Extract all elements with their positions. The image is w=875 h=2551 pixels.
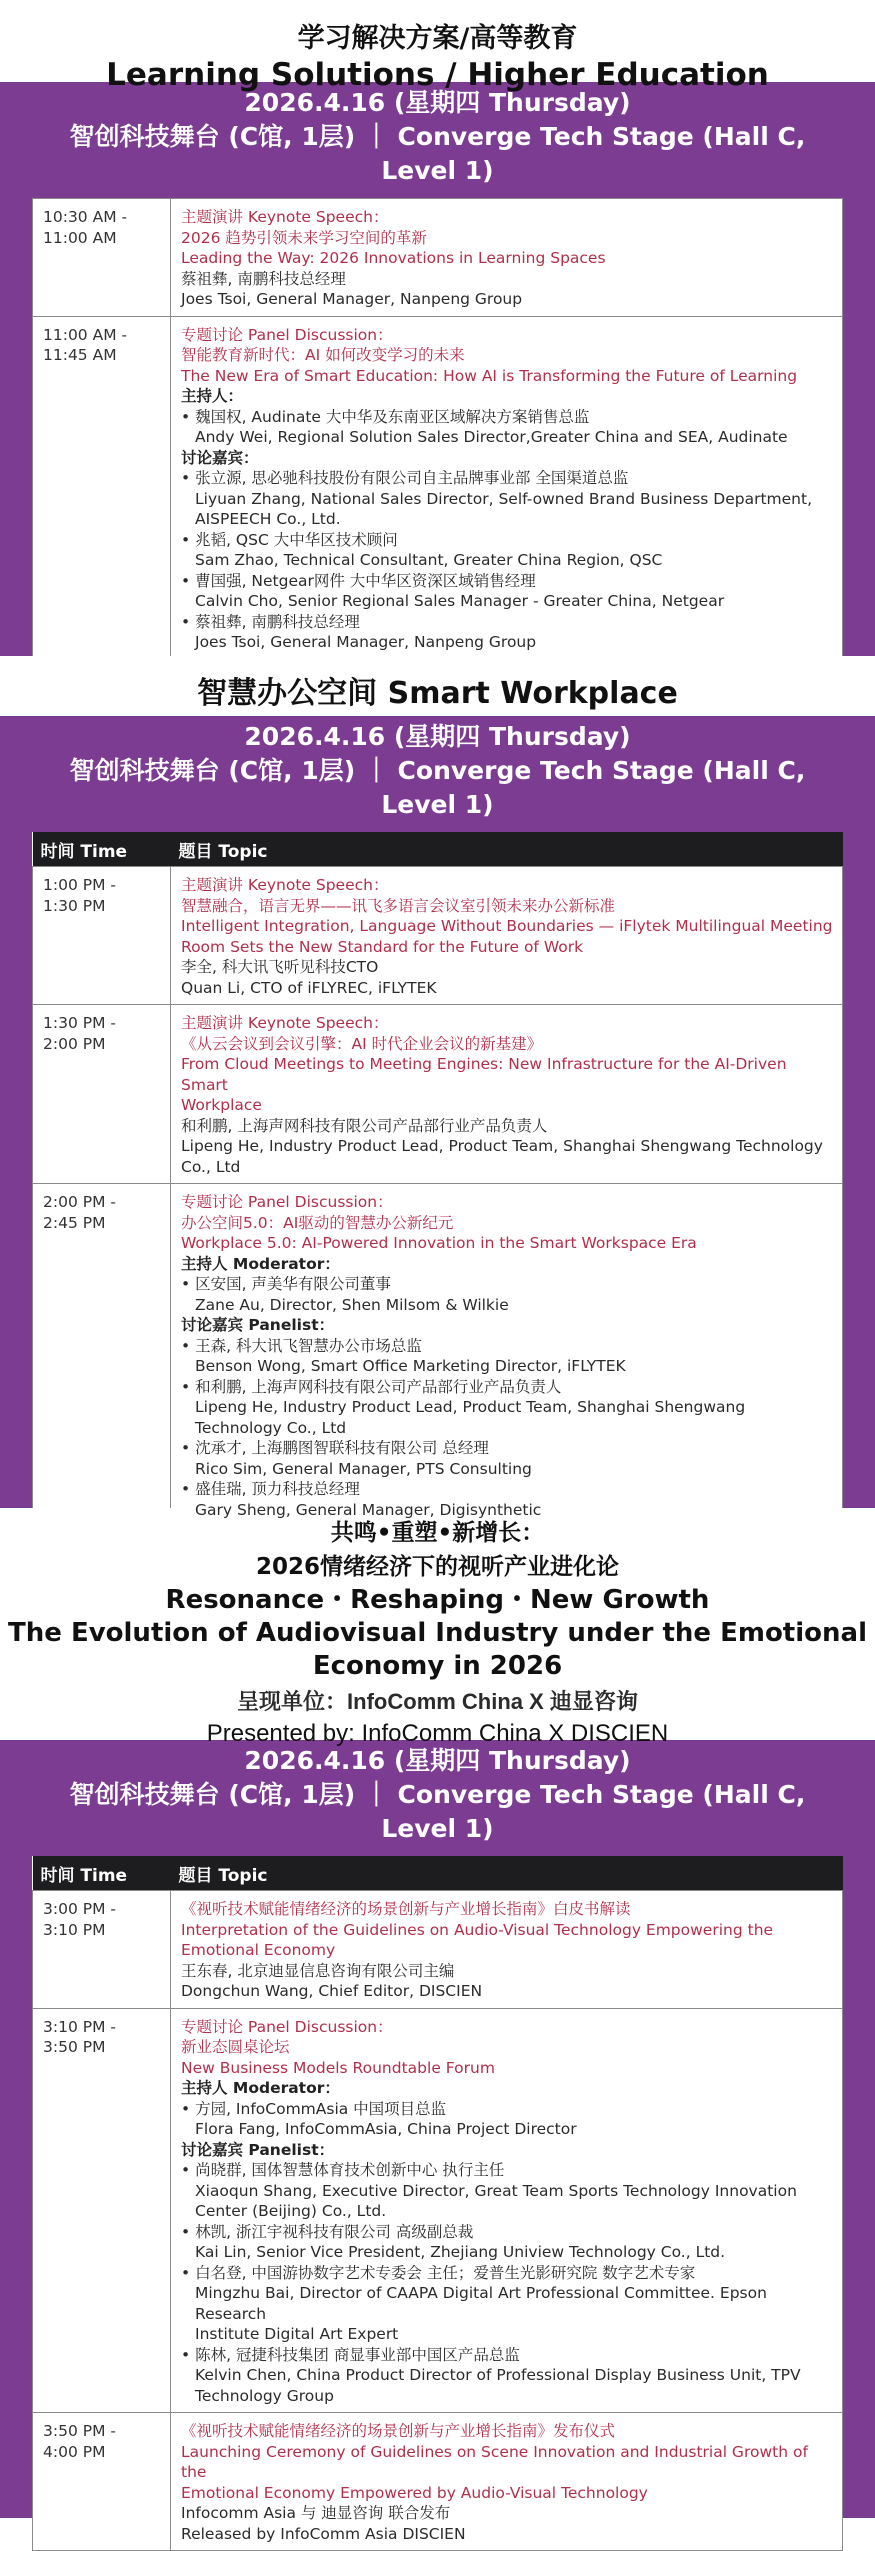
section1-title — [0, 0, 875, 93]
section3-title-en1: Resonance・Reshaping・New Growth — [165, 1585, 710, 1615]
session-text-line: 专题讨论 Panel Discussion： — [181, 2017, 393, 2036]
section2-band — [0, 716, 875, 1519]
session-time — [33, 1891, 171, 2009]
session-text-line: 主题演讲 Keynote Speech： — [181, 876, 389, 894]
session-text-line: Center (Beijing) Co., Ltd. — [195, 2202, 387, 2220]
section3-schedule-table — [32, 1856, 843, 2551]
session-time-line: 2:45 PM — [43, 1213, 106, 1232]
session-text-line: Leading the Way: 2026 Innovations in Learning Spaces — [181, 249, 606, 267]
section3-date: 2026.4.16 (星期四 Thursday) — [244, 1746, 631, 1775]
session-text-line: 主持人 Moderator： — [181, 2079, 340, 2097]
session-text-line: AISPEECH Co., Ltd. — [195, 510, 341, 528]
session-text-line: 2026 趋势引领未来学习空间的革新 — [181, 228, 427, 247]
session-text-line: Kai Lin, Senior Vice President, Zhejiang Uniview Technology Co., Ltd. — [195, 2243, 726, 2261]
section3-title-zh2: 2026情绪经济下的视听产业进化论 — [255, 1554, 619, 1580]
session-text-line: 讨论嘉宾： — [181, 448, 259, 467]
session-time — [33, 199, 171, 317]
section1-title-zh: 学习解决方案/高等教育 — [297, 23, 578, 54]
session-text-line: New Business Models Roundtable Forum — [181, 2058, 495, 2077]
session-text-line: • 兆韬, QSC 大中华区技术顾问 — [181, 530, 398, 549]
session-text-line: • 尚晓群, 国体智慧体育技术创新中心 执行主任 — [181, 2161, 505, 2179]
section3-col-topic: 题目 Topic — [171, 1856, 843, 1891]
session-time — [33, 1184, 171, 1527]
session-topic — [171, 2413, 843, 2551]
section2-schedule-table — [32, 832, 843, 1527]
session-text-line: 专题讨论 Panel Discussion： — [181, 1193, 393, 1211]
session-time-line: 4:00 PM — [43, 2442, 106, 2461]
session-text-line: Liyuan Zhang, National Sales Director, Self-owned Brand Business Department, — [195, 489, 813, 508]
session-text-line: Emotional Economy — [181, 1941, 336, 1959]
session-time — [33, 2008, 171, 2413]
session-time-line: 1:00 PM - — [43, 876, 116, 894]
session-text-line: • 张立源, 思必驰科技股份有限公司自主品牌事业部 全国渠道总监 — [181, 469, 629, 487]
section2-venue: 智创科技舞台 (C馆, 1层) ｜ Converge Tech Stage (Hall C, Level 1) — [69, 756, 806, 819]
session-text-line: • 曹国强, Netgear网件 大中华区资深区域销售经理 — [181, 571, 536, 590]
session-time-line: 2:00 PM — [43, 1034, 106, 1053]
session-text-line: Andy Wei, Regional Solution Sales Director,Greater China and SEA, Audinate — [195, 428, 788, 446]
session-text-line: Technology Group — [195, 2386, 334, 2405]
session-time — [33, 1005, 171, 1184]
session-text-line: 李全, 科大讯飞听见科技CTO — [181, 958, 379, 976]
session-text-line: 讨论嘉宾 Panelist： — [181, 1316, 335, 1334]
session-text-line: • 陈林, 冠捷科技集团 商显事业部中国区产品总监 — [181, 2345, 520, 2364]
session-time-line: 3:50 PM — [43, 2038, 106, 2056]
session-time-line: 11:45 AM — [43, 346, 117, 364]
session-text-line: Joes Tsoi, General Manager, Nanpeng Group — [181, 290, 523, 308]
session-text-line: Emotional Economy Empowered by Audio-Visual Technology — [181, 2483, 648, 2502]
table-row — [33, 1184, 843, 1527]
session-time-line: 1:30 PM — [43, 896, 106, 915]
session-text-line: 办公空间5.0：AI驱动的智慧办公新纪元 — [181, 1213, 454, 1232]
session-text-line: 《视听技术赋能情绪经济的场景创新与产业增长指南》白皮书解读 — [181, 1900, 631, 1918]
session-topic — [171, 2008, 843, 2413]
session-time-line: 3:10 PM - — [43, 2017, 116, 2036]
section2-title: 智慧办公空间 Smart Workplace — [0, 656, 875, 716]
section3-venue: 智创科技舞台 (C馆, 1层) ｜ Converge Tech Stage (Hall C, Level 1) — [69, 1780, 806, 1843]
session-text-line: Zane Au, Director, Shen Milsom & Wilkie — [195, 1295, 509, 1314]
table-row — [33, 316, 843, 659]
session-text-line: 新业态圆桌论坛 — [181, 2038, 290, 2056]
section1-schedule-table — [32, 198, 843, 660]
session-text-line: Room Sets the New Standard for the Future of Work — [181, 937, 584, 956]
section2-schedule-body — [33, 867, 843, 1527]
section3-presented-zh: 呈现单位：InfoComm China X 迪显咨询 — [237, 1689, 638, 1714]
session-topic — [171, 316, 843, 659]
session-text-line: Xiaoqun Shang, Executive Director, Great Team Sports Technology Innovation — [195, 2181, 797, 2200]
section1-venue: 智创科技舞台 (C馆, 1层) ｜ Converge Tech Stage (Hall C, Level 1) — [69, 122, 806, 185]
session-text-line: • 方园, InfoCommAsia 中国项目总监 — [181, 2099, 447, 2118]
session-text-line: Institute Digital Art Expert — [195, 2325, 399, 2343]
session-text-line: 蔡祖彝, 南鹏科技总经理 — [181, 269, 346, 288]
session-text-line: From Cloud Meetings to Meeting Engines: New Infrastructure for the AI-Driven Smart — [181, 1055, 787, 1094]
section2-table-header-row — [33, 832, 843, 867]
session-text-line: Lipeng He, Industry Product Lead, Product Team, Shanghai Shengwang Technology — [181, 1137, 823, 1155]
session-time-line: 3:10 PM — [43, 1920, 106, 1939]
table-row — [33, 867, 843, 1005]
session-time-line: 10:30 AM - — [43, 208, 128, 226]
session-text-line: Launching Ceremony of Guidelines on Scene Innovation and Industrial Growth of the — [181, 2442, 808, 2481]
session-text-line: Mingzhu Bai, Director of CAAPA Digital Art Professional Committee. Epson Research — [195, 2284, 767, 2323]
session-time-line: 11:00 AM — [43, 228, 117, 247]
section3-title-zh1: 共鸣•重塑•新增长： — [330, 1520, 545, 1546]
session-time-line: 3:00 PM - — [43, 1900, 116, 1918]
session-text-line: Gary Sheng, General Manager, Digisynthetic — [195, 1500, 542, 1519]
session-time-line: 1:30 PM - — [43, 1014, 116, 1032]
session-text-line: 专题讨论 Panel Discussion： — [181, 325, 393, 344]
session-text-line: 主题演讲 Keynote Speech： — [181, 1014, 389, 1032]
session-topic — [171, 1005, 843, 1184]
session-text-line: 智慧融合，语言无界——讯飞多语言会议室引领未来办公新标准 — [181, 896, 616, 915]
session-text-line: • 白名登, 中国游协数字艺术专委会 主任；爱普生光影研究院 数字艺术专家 — [181, 2263, 696, 2282]
session-text-line: • 区安国, 声美华有限公司董事 — [181, 1275, 391, 1293]
session-text-line: Co., Ltd — [181, 1157, 241, 1176]
session-topic — [171, 1184, 843, 1527]
session-time — [33, 2413, 171, 2551]
session-text-line: 智能教育新时代：AI 如何改变学习的未来 — [181, 346, 465, 364]
section2-col-time: 时间 Time — [33, 832, 171, 867]
section1-band — [0, 82, 875, 656]
section1-title-en: Learning Solutions / Higher Education — [106, 57, 769, 93]
session-text-line: 主持人 Moderator： — [181, 1254, 340, 1273]
session-text-line: Technology Co., Ltd — [195, 1418, 347, 1437]
session-text-line: 主题演讲 Keynote Speech： — [181, 208, 389, 226]
session-text-line: Workplace — [181, 1096, 262, 1114]
section3-band — [0, 1740, 875, 2543]
section1-schedule-body — [33, 199, 843, 660]
section2-col-topic: 题目 Topic — [171, 832, 843, 867]
section3-presented-en: Presented by: InfoComm China X DISCIEN — [206, 1720, 669, 1747]
session-topic — [171, 199, 843, 317]
session-text-line: Benson Wong, Smart Office Marketing Director, iFLYTEK — [195, 1357, 626, 1375]
session-text-line: Interpretation of the Guidelines on Audio-Visual Technology Empowering the — [181, 1920, 774, 1939]
section3-title-en2: The Evolution of Audiovisual Industry under the Emotional — [8, 1618, 867, 1648]
section3-header — [32, 1744, 843, 1846]
session-text-line: Calvin Cho, Senior Regional Sales Manager - Greater China, Netgear — [195, 592, 725, 610]
section3-col-time: 时间 Time — [33, 1856, 171, 1891]
section1-header — [32, 86, 843, 188]
session-text-line: • 王森, 科大讯飞智慧办公市场总监 — [181, 1336, 422, 1355]
session-text-line: 和利鹏, 上海声网科技有限公司产品部行业产品负责人 — [181, 1116, 548, 1135]
session-time-line: 11:00 AM - — [43, 325, 128, 344]
section2-date: 2026.4.16 (星期四 Thursday) — [244, 722, 631, 751]
session-text-line: 《视听技术赋能情绪经济的场景创新与产业增长指南》发布仪式 — [181, 2422, 616, 2440]
session-text-line: Workplace 5.0: AI-Powered Innovation in the Smart Workspace Era — [181, 1234, 697, 1252]
session-text-line: • 蔡祖彝, 南鹏科技总经理 — [181, 612, 360, 631]
session-time-line: 3:50 PM - — [43, 2422, 116, 2440]
section3-title-en3: Economy in 2026 — [312, 1651, 563, 1681]
session-text-line: Sam Zhao, Technical Consultant, Greater China Region, QSC — [195, 551, 663, 569]
session-text-line: 主持人： — [181, 387, 244, 405]
session-time — [33, 316, 171, 659]
session-text-line: 讨论嘉宾 Panelist： — [181, 2140, 335, 2159]
session-text-line: Joes Tsoi, General Manager, Nanpeng Group — [195, 633, 537, 651]
section3-title — [0, 1508, 875, 1747]
session-text-line: • 魏国权, Audinate 大中华及东南亚区域解决方案销售总监 — [181, 407, 590, 426]
session-text-line: Dongchun Wang, Chief Editor, DISCIEN — [181, 1982, 483, 2000]
session-topic — [171, 867, 843, 1005]
section1-date: 2026.4.16 (星期四 Thursday) — [244, 88, 631, 117]
session-text-line: • 林凯, 浙江宇视科技有限公司 高级副总裁 — [181, 2222, 474, 2241]
table-row — [33, 2413, 843, 2551]
session-text-line: 《从云会议到会议引擎：AI 时代企业会议的新基建》 — [181, 1034, 543, 1053]
session-text-line: The New Era of Smart Education: How AI is Transforming the Future of Learning — [181, 366, 798, 385]
session-time — [33, 867, 171, 1005]
session-text-line: Rico Sim, General Manager, PTS Consulting — [195, 1459, 532, 1478]
table-row — [33, 1005, 843, 1184]
table-row — [33, 199, 843, 317]
session-text-line: Lipeng He, Industry Product Lead, Product Team, Shanghai Shengwang — [195, 1398, 746, 1416]
session-topic — [171, 1891, 843, 2009]
table-row — [33, 2008, 843, 2413]
section3-schedule-body — [33, 1891, 843, 2551]
table-row — [33, 1891, 843, 2009]
session-text-line: Intelligent Integration, Language Without Boundaries — iFlytek Multilingual Meeting — [181, 917, 833, 935]
session-text-line: Released by InfoComm Asia DISCIEN — [181, 2524, 466, 2543]
session-text-line: • 沈承才, 上海鹏图智联科技有限公司 总经理 — [181, 1439, 489, 1457]
session-text-line: Infocomm Asia 与 迪显咨询 联合发布 — [181, 2504, 451, 2522]
section2-header — [32, 720, 843, 822]
section3-table-header-row — [33, 1856, 843, 1891]
session-text-line: • 盛佳瑞, 顶力科技总经理 — [181, 1480, 360, 1498]
session-time-line: 2:00 PM - — [43, 1193, 116, 1211]
session-text-line: Kelvin Chen, China Product Director of Professional Display Business Unit, TPV — [195, 2366, 801, 2384]
session-text-line: Flora Fang, InfoCommAsia, China Project Director — [195, 2120, 577, 2138]
session-text-line: • 和利鹏, 上海声网科技有限公司产品部行业产品负责人 — [181, 1377, 562, 1396]
session-text-line: Quan Li, CTO of iFLYREC, iFLYTEK — [181, 978, 437, 997]
session-text-line: 王东春, 北京迪显信息咨询有限公司主编 — [181, 1961, 455, 1980]
